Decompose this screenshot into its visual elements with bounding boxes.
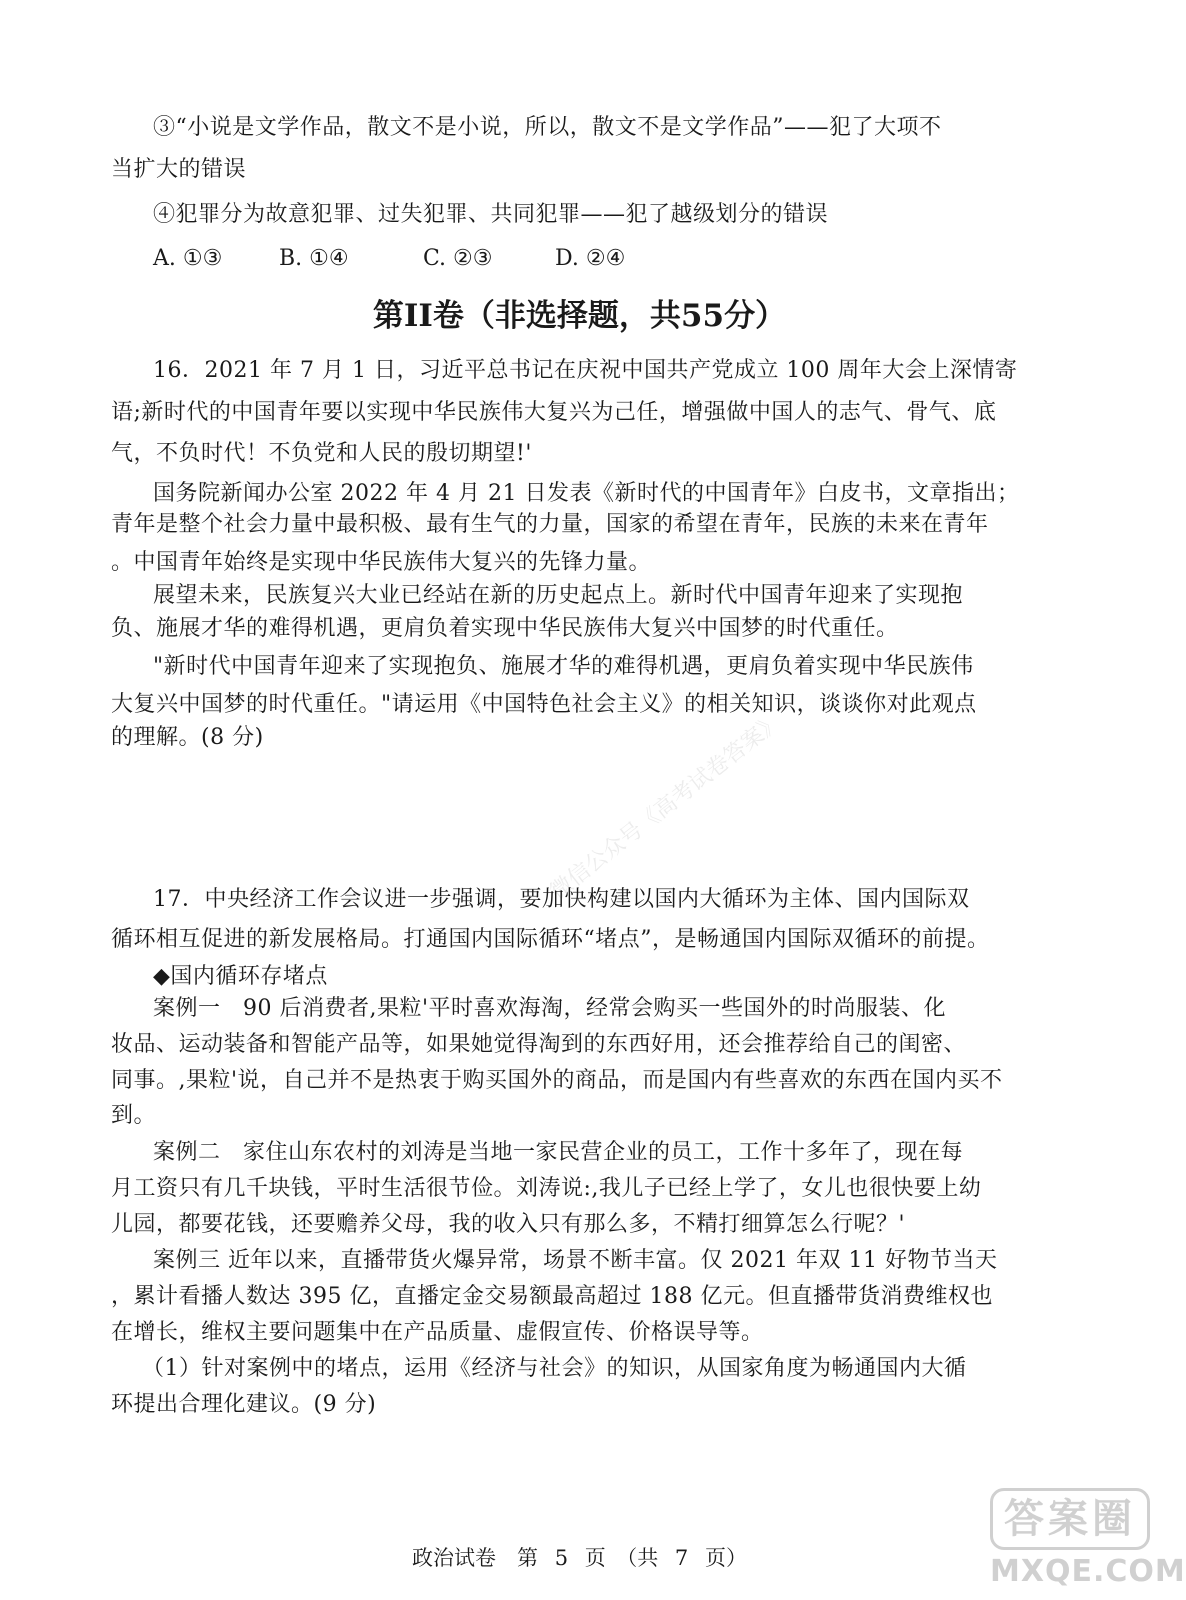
q17-line: 案例三 近年以来，直播带货火爆异常，场景不断丰富。仅 2021 年双 11 好物节当天 bbox=[153, 1248, 998, 1273]
q17-line: 17．中央经济工作会议进一步强调，要加快构建以国内大循环为主体、国内国际双 bbox=[153, 887, 970, 912]
item-3-line-1: ③“小说是文学作品，散文不是小说，所以，散文不是文学作品”——犯了大项不 bbox=[153, 115, 942, 140]
q17-line: 妆品、运动装备和智能产品等，如果她觉得淘到的东西好用，还会推荐给自己的闺密、 bbox=[111, 1032, 967, 1057]
q17-line: 月工资只有几千块钱，平时生活很节俭。刘涛说:,我儿子已经上学了，女儿也很快要上幼 bbox=[111, 1176, 982, 1201]
q17-line: （1）针对案例中的堵点，运用《经济与社会》的知识，从国家角度为畅通国内大循 bbox=[142, 1356, 967, 1381]
q17-line: 循环相互促进的新发展格局。打通国内国际循环“堵点”，是畅通国内国际双循环的前提。 bbox=[111, 927, 990, 952]
q16-line: 国务院新闻办公室 2022 年 4 月 21 日发表《新时代的中国青年》白皮书，文章指出； bbox=[153, 481, 1020, 506]
option-a: A. ①③ bbox=[153, 246, 223, 271]
site-logo bbox=[990, 1488, 1186, 1593]
item-3-line-2: 当扩大的错误 bbox=[111, 157, 247, 182]
q16-line: "新时代中国青年迎来了实现抱负、施展才华的难得机遇，更肩负着实现中华民族伟 bbox=[153, 654, 974, 679]
q17-line: ◆国内循环存堵点 bbox=[153, 964, 328, 989]
option-b: B. ①④ bbox=[279, 246, 349, 271]
q16-line: 负、施展才华的难得机遇，更肩负着实现中华民族伟大复兴中国梦的时代重任。 bbox=[111, 616, 899, 641]
logo-bottom-text: MXQE.COM bbox=[990, 1554, 1186, 1589]
q16-line: 气，不负时代！不负党和人民的殷切期望!' bbox=[111, 441, 532, 466]
q16-line: 的理解。(8 分) bbox=[111, 725, 264, 750]
item-4: ④犯罪分为故意犯罪、过失犯罪、共同犯罪——犯了越级划分的错误 bbox=[153, 202, 829, 227]
page-footer: 政治试卷 第 5 页 （共 7 页） bbox=[412, 1546, 747, 1570]
section-heading: 第II卷（非选择题，共55分） bbox=[372, 298, 787, 334]
option-d: D. ②④ bbox=[555, 246, 626, 271]
logo-top-text: 答案圈 bbox=[990, 1488, 1150, 1550]
q17-line: 案例二 家住山东农村的刘涛是当地一家民营企业的员工，工作十多年了，现在每 bbox=[153, 1140, 964, 1165]
q17-line: 案例一 90 后消费者,果粒'平时喜欢海淘，经常会购买一些国外的时尚服装、化 bbox=[153, 996, 947, 1021]
q17-line: ，累计看播人数达 395 亿，直播定金交易额最高超过 188 亿元。但直播带货消费维权也 bbox=[111, 1284, 993, 1309]
q16-line: 大复兴中国梦的时代重任。"请运用《中国特色社会主义》的相关知识，谈谈你对此观点 bbox=[111, 692, 977, 717]
q16-line: 。中国青年始终是实现中华民族伟大复兴的先锋力量。 bbox=[111, 550, 652, 575]
q16-line: 青年是整个社会力量中最积极、最有生气的力量，国家的希望在青年，民族的未来在青年 bbox=[111, 512, 989, 537]
watermark: 微信公众号《高考试卷答案》 bbox=[545, 709, 787, 905]
q17-line: 儿园，都要花钱，还要赡养父母，我的收入只有那么多，不精打细算怎么行呢？' bbox=[111, 1212, 906, 1237]
q17-line: 环提出合理化建议。(9 分) bbox=[111, 1392, 377, 1417]
q16-line: 展望未来，民族复兴大业已经站在新的历史起点上。新时代中国青年迎来了实现抱 bbox=[153, 583, 964, 608]
q16-line: 语;新时代的中国青年要以实现中华民族伟大复兴为己任，增强做中国人的志气、骨气、底 bbox=[111, 400, 997, 425]
q17-line: 同事。,果粒'说，自己并不是热衷于购买国外的商品，而是国内有些喜欢的东西在国内买不 bbox=[111, 1068, 1003, 1093]
q16-line: 16．2021 年 7 月 1 日，习近平总书记在庆祝中国共产党成立 100 周年大会上深情寄 bbox=[153, 358, 1018, 383]
option-c: C. ②③ bbox=[423, 246, 493, 271]
q17-line: 到。 bbox=[111, 1103, 157, 1128]
q17-line: 在增长，维权主要问题集中在产品质量、虚假宣传、价格误导等。 bbox=[111, 1320, 764, 1345]
